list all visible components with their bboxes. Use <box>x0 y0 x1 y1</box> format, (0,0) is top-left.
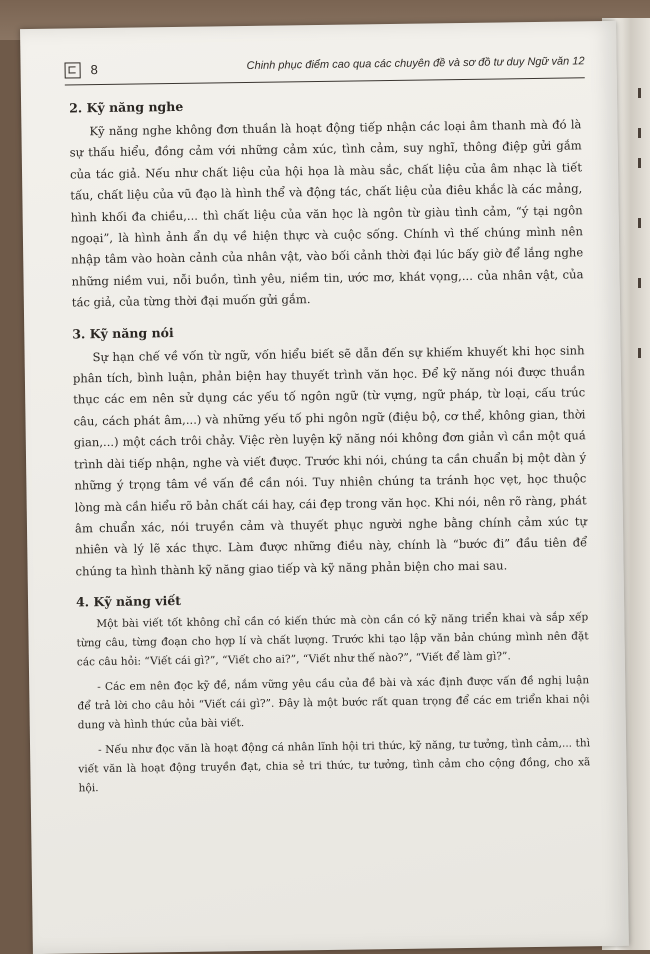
page-edge-mark <box>638 278 641 288</box>
section-title: 3. Kỹ năng nói <box>72 324 174 342</box>
section-listening <box>69 93 584 314</box>
page-header <box>64 51 584 85</box>
section-speaking <box>72 319 588 583</box>
page-edge-mark <box>638 88 641 98</box>
page-content <box>69 93 591 804</box>
paragraph: - Các em nên đọc kỹ đề, nắm vững yêu cầu của đề bài và xác định được vấn đề nghị luận để trả lời cho câu hỏi “Viết cái gì?”. Đây là một bước rất quan trọng để các em triển khai nội dung và hình thức của bài viết. <box>77 674 590 732</box>
page-number: 8 <box>90 62 98 78</box>
paragraph: - Nếu như đọc văn là hoạt động cá nhân lĩnh hội tri thức, kỹ năng, tư tưởng, tình cảm,... thì viết văn là hoạt động truyền đạt, chia sẻ tri thức, tư tưởng, tình cảm cho cộng đồng, cho xã hội. <box>78 737 591 795</box>
paragraph: Kỹ năng nghe không đơn thuần là hoạt động tiếp nhận các loại âm thanh mà đó là sự thấu hiểu, đồng cảm với những cảm xúc, tình cảm, suy nghĩ, thông điệp gửi gắm của tác giả. Nếu như chất liệu của hội họa là màu sắc, chất liệu của âm nhạc là tiết tấu, chất liệu của vũ đạo là hình thể và động tác, chất liệu của điêu khắc là các mảng, hình khối đa chiều,... thì chất liệu của văn học là ngôn từ giàu tình cảm, “ý tại ngôn ngoại”, là hình ảnh ẩn dụ về hiện thực và cuộc sống. Chính vì thế chúng mình nên nhập tâm vào hoàn cảnh của nhân vật, vào bối cảnh thời đại lúc bấy giờ để lắng nghe những niềm vui, nỗi buồn, tình yêu, niềm tin, ước mơ, khát vọng,... của nhân vật, của tác giả, của từng thời đại muốn gửi gắm. <box>69 117 584 310</box>
book-logo-icon <box>64 62 80 78</box>
section-title: 2. Kỹ năng nghe <box>69 98 184 116</box>
page-edge-mark <box>638 348 641 358</box>
paragraph: Sự hạn chế về vốn từ ngữ, vốn hiểu biết sẽ dẫn đến sự khiếm khuyết khi học sinh phân tích, bình luận, phản biện hay thuyết trình văn học. Để kỹ năng nói được thuần thục các em nên sử dụng các yếu tố ngôn ngữ (từ vựng, ngữ pháp, từ loại, cấu trúc câu, cách phát âm,...) và những yếu tố phi ngôn ngữ (điệu bộ, cơ thể, không gian, thời gian,...) một cách trôi chảy. Việc rèn luyện kỹ năng nói không đơn giản vì cần một quá trình dài tiếp nhận, nghe và viết được. Trước khi nói, chúng ta cần chuẩn bị một dàn ý những ý trọng tâm về vấn đề cần nói. Tuy nhiên chúng ta tránh học vẹt, học thuộc lòng mà cần hiểu rõ bản chất cái hay, cái đẹp trong văn học. Khi nói, nên rõ ràng, phát âm chuẩn xác, nói truyền cảm và thuyết phục người nghe bằng chính cảm xúc tự nhiên và lý lẽ xác thực. Làm được những điều này, chính là “bước đi” đầu tiên để chúng ta hình thành kỹ năng giao tiếp và kỹ năng phản biện cho mai sau. <box>72 342 588 579</box>
page-edge-mark <box>638 158 641 168</box>
paragraph: Một bài viết tốt không chỉ cần có kiến thức mà còn cần có kỹ năng triển khai và sắp xếp từng câu, từng đoạn cho hợp lí và chất lượng. Trước khi tạo lập văn bản chúng mình nên đặt các câu hỏi: “Viết cái gì?”, “Viết cho ai?”, “Viết như thế nào?”, “Viết để làm gì?”. <box>76 611 589 669</box>
page-edge-mark <box>638 128 641 138</box>
running-head: Chinh phục điểm cao qua các chuyên đề và sơ đồ tư duy Ngữ văn 12 <box>246 55 585 73</box>
page-edge-mark <box>638 218 641 228</box>
section-title: 4. Kỹ năng viết <box>75 593 182 610</box>
section-writing <box>76 587 591 798</box>
book-page <box>20 21 629 954</box>
